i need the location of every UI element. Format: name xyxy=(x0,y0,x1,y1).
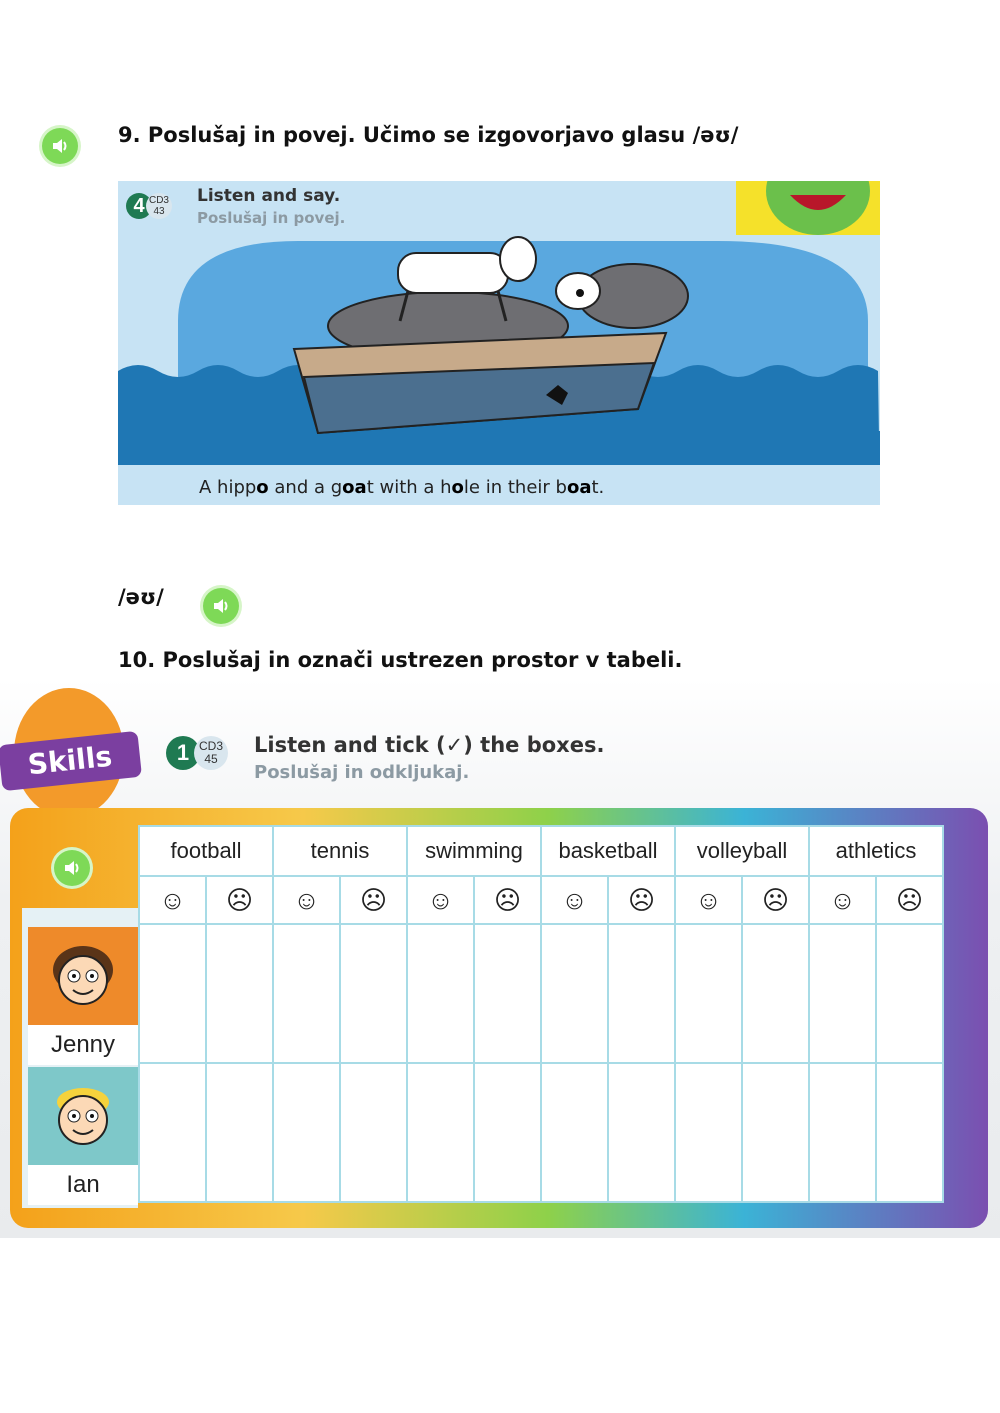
exercise-9-caption: A hippo and a goat with a hole in their boat. xyxy=(199,477,605,498)
table-row-jenny xyxy=(139,924,943,1063)
skills-label: Skills xyxy=(0,731,142,791)
exercise-9-heading: 9. Poslušaj in povej. Učimo se izgovorjavo glasu /əʊ/ xyxy=(118,123,739,147)
tick-box[interactable] xyxy=(608,924,675,1063)
sad-face-icon: ☹ xyxy=(474,876,541,924)
sport-header-football: football xyxy=(139,826,273,876)
sport-header-athletics: athletics xyxy=(809,826,943,876)
hippo-goat-boat-drawing xyxy=(118,181,880,505)
tick-box[interactable] xyxy=(139,1063,206,1202)
instruction-english-10: Listen and tick (✓) the boxes. xyxy=(254,733,605,757)
tick-box[interactable] xyxy=(206,1063,273,1202)
audio-play-button-10[interactable] xyxy=(54,850,90,886)
tick-box[interactable] xyxy=(206,924,273,1063)
tick-box[interactable] xyxy=(541,924,608,1063)
tick-box[interactable] xyxy=(407,1063,474,1202)
tick-box[interactable] xyxy=(876,1063,943,1202)
tick-table xyxy=(138,825,944,1203)
person-name-ian: Ian xyxy=(66,1171,100,1198)
exercise-10-worksheet xyxy=(0,678,1000,1238)
cd-badge-10 xyxy=(166,736,228,770)
sad-face-icon: ☹ xyxy=(340,876,407,924)
happy-face-icon: ☺ xyxy=(139,876,206,924)
tick-box[interactable] xyxy=(474,1063,541,1202)
tick-box[interactable] xyxy=(340,1063,407,1202)
tick-box[interactable] xyxy=(809,924,876,1063)
instruction-slovene-9: Poslušaj in povej. xyxy=(197,209,346,227)
sport-header-row xyxy=(139,826,943,876)
face-header-row xyxy=(139,876,943,924)
tick-box[interactable] xyxy=(742,1063,809,1202)
table-row-ian xyxy=(139,1063,943,1202)
happy-face-icon: ☺ xyxy=(809,876,876,924)
tick-box[interactable] xyxy=(742,924,809,1063)
tick-box[interactable] xyxy=(608,1063,675,1202)
cd-track-number: 1 xyxy=(166,736,200,770)
girl-face-icon xyxy=(43,936,123,1016)
tick-box[interactable] xyxy=(809,1063,876,1202)
happy-face-icon: ☺ xyxy=(541,876,608,924)
tick-box[interactable] xyxy=(474,924,541,1063)
person-jenny xyxy=(28,927,138,1065)
speaker-icon xyxy=(50,136,70,156)
tick-box[interactable] xyxy=(340,924,407,1063)
happy-face-icon: ☺ xyxy=(407,876,474,924)
sad-face-icon: ☹ xyxy=(608,876,675,924)
cd-icon: CD3 43 xyxy=(146,193,172,219)
tick-box[interactable] xyxy=(675,924,742,1063)
ian-avatar xyxy=(28,1067,138,1165)
exercise-9-illustration xyxy=(118,181,880,505)
cd-track-number: 4 xyxy=(126,193,152,219)
instruction-english-9: Listen and say. xyxy=(197,186,341,206)
sport-header-basketball: basketball xyxy=(541,826,675,876)
person-name-jenny: Jenny xyxy=(50,1031,116,1058)
exercise-10-heading: 10. Poslušaj in označi ustrezen prostor v tabeli. xyxy=(118,648,683,672)
speaker-icon xyxy=(62,858,82,878)
tick-box[interactable] xyxy=(139,924,206,1063)
tick-box[interactable] xyxy=(273,1063,340,1202)
happy-face-icon: ☺ xyxy=(273,876,340,924)
tick-box[interactable] xyxy=(407,924,474,1063)
tick-box[interactable] xyxy=(541,1063,608,1202)
happy-face-icon: ☺ xyxy=(675,876,742,924)
sport-header-swimming: swimming xyxy=(407,826,541,876)
speaker-icon xyxy=(211,596,231,616)
sad-face-icon: ☹ xyxy=(876,876,943,924)
tick-box[interactable] xyxy=(273,924,340,1063)
tick-box[interactable] xyxy=(675,1063,742,1202)
tick-box[interactable] xyxy=(876,924,943,1063)
sport-header-volleyball: volleyball xyxy=(675,826,809,876)
person-ian xyxy=(28,1067,138,1205)
jenny-avatar xyxy=(28,927,138,1025)
sad-face-icon: ☹ xyxy=(206,876,273,924)
audio-play-button-phoneme[interactable] xyxy=(203,588,239,624)
phoneme-label: /əʊ/ xyxy=(118,585,164,609)
sport-header-tennis: tennis xyxy=(273,826,407,876)
instruction-slovene-10: Poslušaj in odkljukaj. xyxy=(254,762,470,783)
sad-face-icon: ☹ xyxy=(742,876,809,924)
boy-face-icon xyxy=(43,1076,123,1156)
audio-play-button-9[interactable] xyxy=(42,128,78,164)
cd-icon: CD3 45 xyxy=(194,736,228,770)
